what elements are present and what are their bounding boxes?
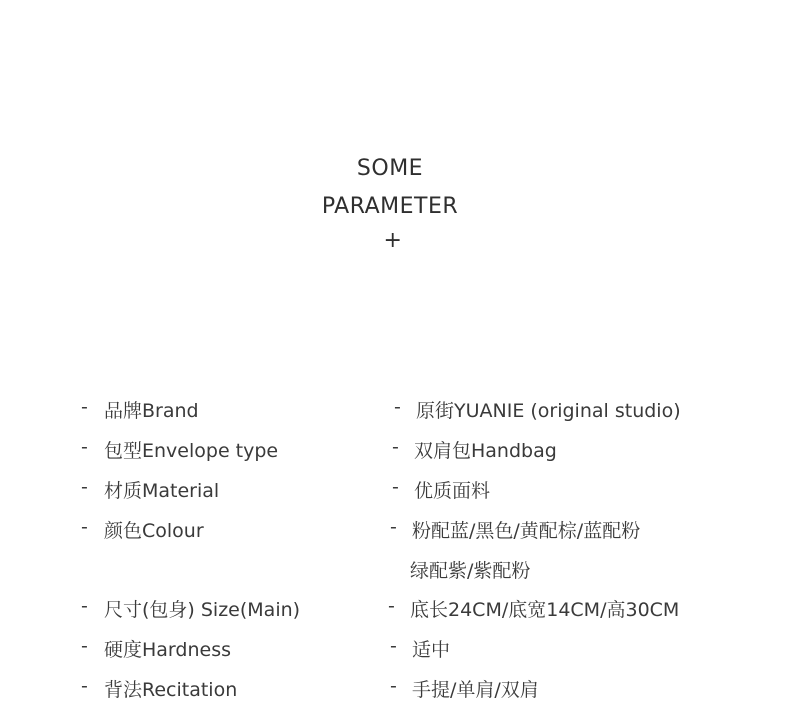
param-row-hardness [0,635,790,663]
row-dash: - [390,635,397,657]
param-row-colour [0,516,790,544]
row-dash: - [388,595,395,617]
row-dash: - [392,476,399,498]
row-dash: - [392,436,399,458]
row-dash: - [81,396,88,418]
row-dash: - [390,675,397,697]
param-value: 双肩包Handbag [414,440,557,462]
param-row-material [0,476,790,504]
row-dash: - [81,436,88,458]
row-dash: - [81,675,88,697]
heading-line-parameter: PARAMETER [321,194,459,219]
param-value: 优质面料 [414,480,491,502]
param-label: 材质Material [104,480,220,502]
param-label: 品牌Brand [104,400,199,422]
param-value: 底长24CM/底宽14CM/高30CM [410,599,680,621]
param-row-recitation [0,675,790,703]
param-label: 颜色Colour [104,520,204,542]
param-row-size [0,595,790,623]
param-row-type [0,436,790,464]
row-dash: - [394,396,401,418]
plus-icon: + [383,228,403,253]
param-label: 尺寸(包身) Size(Main) [104,599,301,621]
param-value: 原街YUANIE (original studio) [416,400,681,422]
param-label: 包型Envelope type [104,440,279,462]
param-value: 适中 [412,639,451,661]
param-label: 硬度Hardness [104,639,231,661]
param-value: 粉配蓝/黑色/黄配棕/蓝配粉 [412,520,641,542]
row-dash: - [390,516,397,538]
param-label: 背法Recitation [104,679,238,701]
param-value: 手提/单肩/双肩 [412,679,539,701]
param-row-brand [0,396,790,424]
row-dash: - [81,595,88,617]
param-value-continued: 绿配紫/紫配粉 [410,560,531,582]
row-dash: - [81,635,88,657]
row-dash: - [81,516,88,538]
heading-line-some: SOME [356,156,424,181]
param-row-colour-cont [0,556,790,584]
row-dash: - [81,476,88,498]
